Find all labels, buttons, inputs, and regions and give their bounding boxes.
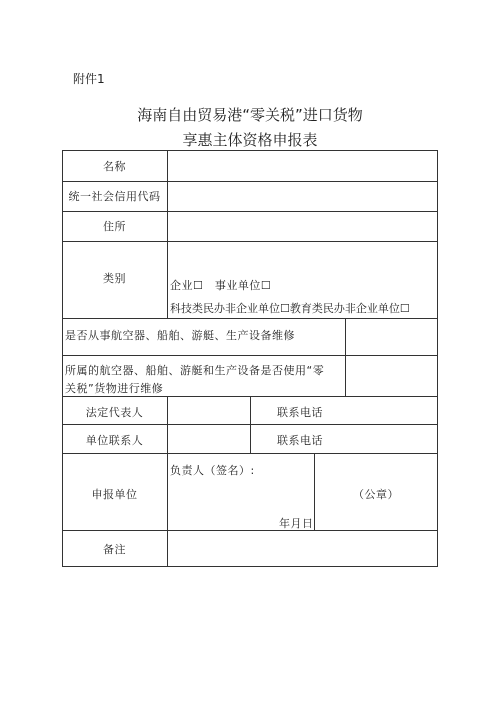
legal-representative-label: 法定代表人: [85, 406, 144, 419]
contact-phone-label: 联系电话: [277, 434, 323, 447]
category-label: 类别: [103, 272, 126, 285]
row-divider: [62, 355, 438, 356]
credit-code-label: 统一社会信用代码: [68, 190, 161, 203]
form-title-line1: 海南自由贸易港“零关税”进口货物: [137, 106, 363, 124]
zero-tariff-question-line1: 所属的航空器、船舶、游艇和生产设备是否使用“零: [65, 364, 325, 377]
row-divider: [62, 241, 438, 242]
category-options-line2[interactable]: 科技类民办非企业单位☐教育类民办非企业单位☐: [170, 302, 410, 315]
category-options-line1[interactable]: 企业☐ 事业单位☐: [170, 279, 272, 292]
application-form-table: [62, 150, 438, 566]
row-divider: [62, 211, 438, 212]
responsible-person-signature-label: 负责人（签名）:: [170, 464, 255, 477]
remarks-label: 备注: [103, 543, 126, 556]
table-border-bottom: [62, 566, 438, 567]
label-column-divider: [167, 150, 168, 318]
contact-phone-label: 联系电话: [277, 406, 323, 419]
official-seal-label: （公章）: [353, 488, 399, 501]
form-title-line2: 享惠主体资格申报表: [182, 131, 318, 149]
table-border-right: [437, 150, 438, 566]
label-column-divider: [167, 396, 168, 566]
row-divider: [62, 318, 438, 319]
address-label: 住所: [103, 220, 126, 233]
date-label: 年月日: [279, 517, 314, 530]
row-divider: [62, 530, 438, 531]
table-border-top: [62, 150, 438, 151]
name-label: 名称: [103, 160, 126, 173]
row-divider: [62, 453, 438, 454]
zero-tariff-question-line2: 关税”货物进行维修: [65, 382, 164, 395]
maintenance-question: 是否从事航空器、船舶、游艇、生产设备维修: [65, 329, 295, 342]
applicant-unit-label: 申报单位: [91, 488, 138, 501]
attachment-label: 附件1: [73, 72, 105, 86]
row-divider: [62, 181, 438, 182]
unit-contact-label: 单位联系人: [85, 434, 144, 447]
table-border-left: [62, 150, 63, 566]
answer-column-divider: [345, 318, 346, 396]
